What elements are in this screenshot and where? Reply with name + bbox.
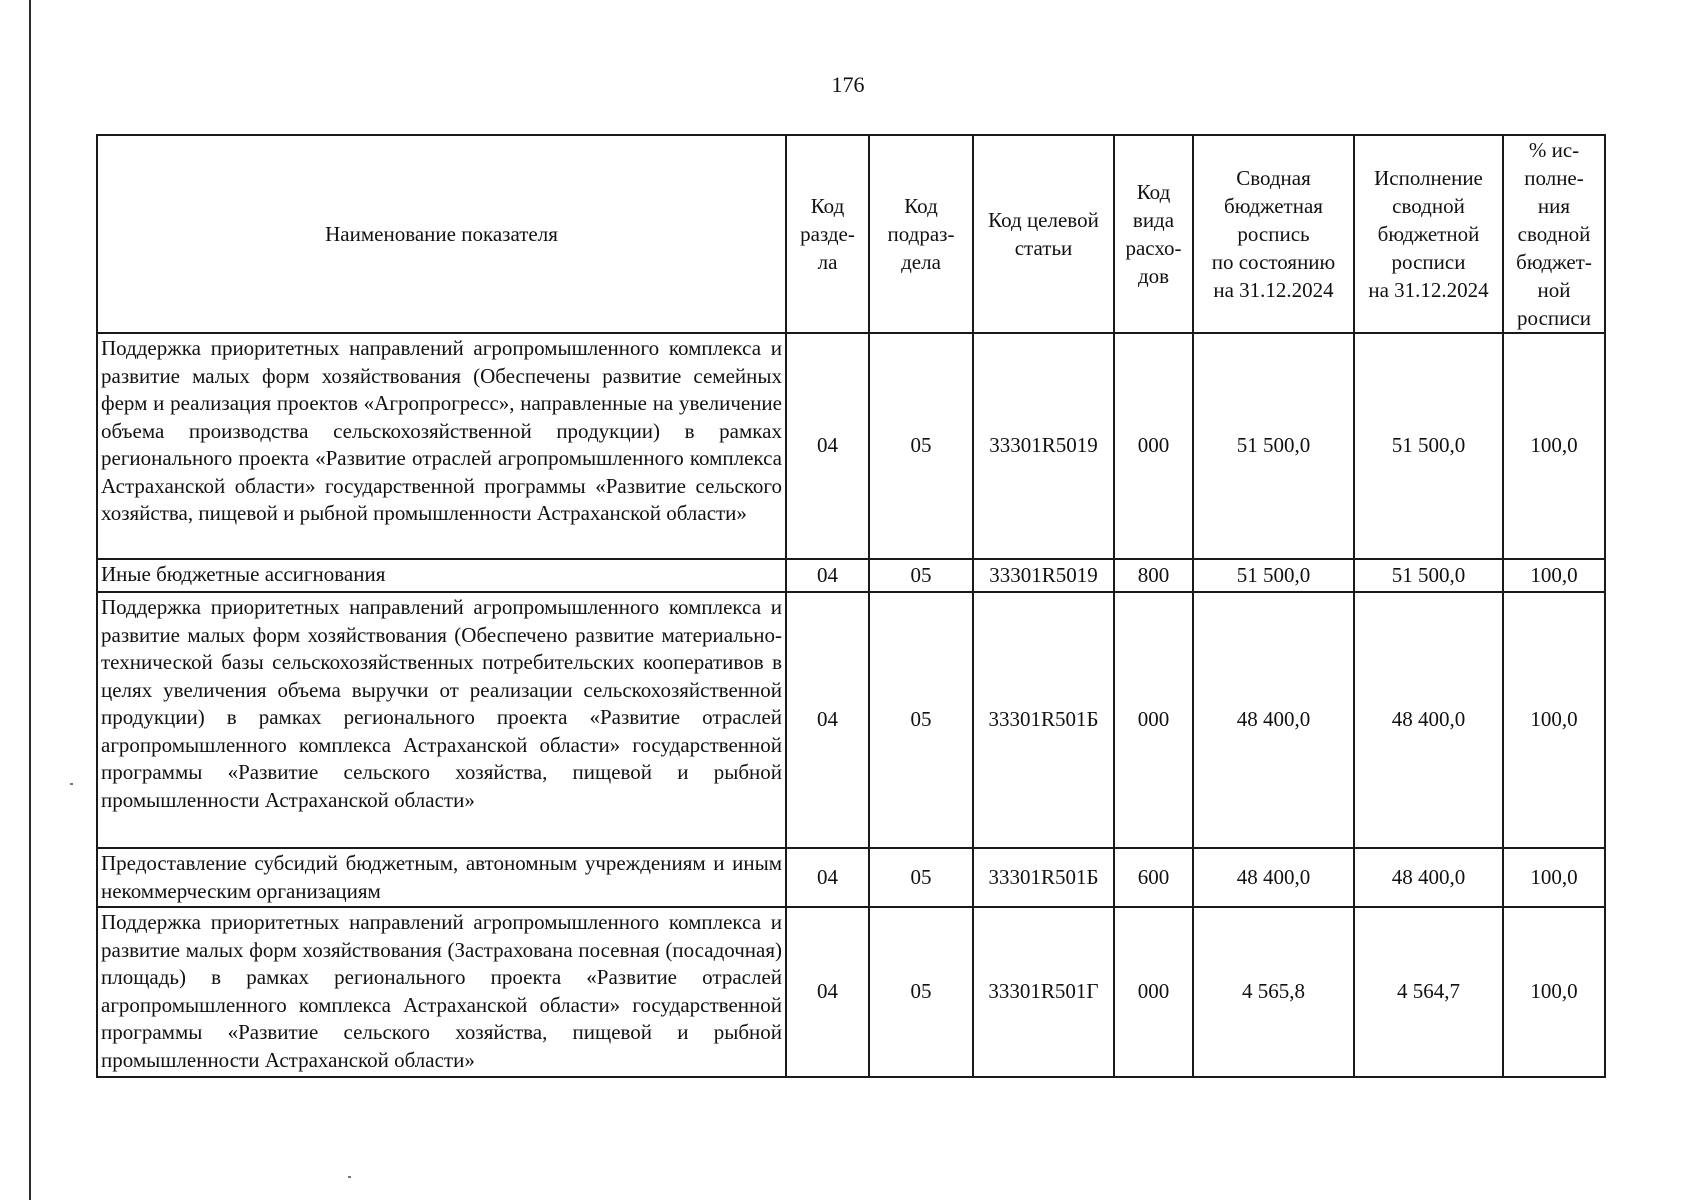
table-row: [97, 333, 1605, 559]
indicator-name: Предоставление субсидий бюджетным, автономным учреждениям и иным некоммерческим организациям: [97, 848, 786, 907]
header-execution-percent: % ис- полне- ния сводной бюджет- ной росписи: [1503, 135, 1605, 333]
expense-type-code: 000: [1114, 333, 1193, 559]
header-budget-plan: Сводная бюджетная роспись по состоянию на 31.12.2024: [1193, 135, 1354, 333]
budget-plan-value: 48 400,0: [1193, 592, 1354, 848]
table-row: [97, 559, 1605, 592]
table-row: [97, 592, 1605, 848]
budget-execution-value: 48 400,0: [1354, 592, 1503, 848]
table-body: [97, 333, 1605, 1077]
section-code: 04: [786, 907, 869, 1077]
execution-percent-value: 100,0: [1503, 559, 1605, 592]
target-article-code: 33301R501Г: [973, 907, 1114, 1077]
budget-execution-value: 51 500,0: [1354, 559, 1503, 592]
budget-execution-value: 51 500,0: [1354, 333, 1503, 559]
section-code: 04: [786, 592, 869, 848]
execution-percent-value: 100,0: [1503, 907, 1605, 1077]
subsection-code: 05: [869, 333, 973, 559]
indicator-name: Иные бюджетные ассигнования: [97, 559, 786, 592]
expense-type-code: 000: [1114, 907, 1193, 1077]
expense-type-code: 000: [1114, 592, 1193, 848]
header-indicator-name: Наименование показателя: [97, 135, 786, 333]
subsection-code: 05: [869, 559, 973, 592]
execution-percent-value: 100,0: [1503, 333, 1605, 559]
table-row: [97, 848, 1605, 907]
section-code: 04: [786, 333, 869, 559]
expense-type-code: 800: [1114, 559, 1193, 592]
execution-percent-value: 100,0: [1503, 848, 1605, 907]
scan-speck: [70, 783, 73, 785]
target-article-code: 33301R501Б: [973, 592, 1114, 848]
indicator-name: Поддержка приоритетных направлений агропромышленного комплекса и развитие малых форм хозяйствования (Обеспечено развитие материально-технической базы сельскохозяйственных потребительских кооперативов в целях увеличения объема выручки от реализации сельскохозяйственной продукции) в рамках регионального проекта «Развитие отраслей агропромышленного комплекса Астраханской области» государственной программы «Развитие сельского хозяйства, пищевой и рыбной промышленности Астраханской области»: [97, 592, 786, 848]
budget-plan-value: 51 500,0: [1193, 559, 1354, 592]
table-header: [97, 135, 1605, 333]
indicator-name: Поддержка приоритетных направлений агропромышленного комплекса и развитие малых форм хозяйствования (Обеспечены развитие семейных ферм и реализация проектов «Агропрогресс», направленные на увеличение объема производства сельскохозяйственной продукции) в рамках регионального проекта «Развитие отраслей агропромышленного комплекса Астраханской области» государственной программы «Развитие сельского хозяйства, пищевой и рыбной промышленности Астраханской области»: [97, 333, 786, 559]
subsection-code: 05: [869, 907, 973, 1077]
target-article-code: 33301R5019: [973, 559, 1114, 592]
budget-execution-table: [96, 134, 1606, 1078]
header-expense-type-code: Код вида расхо- дов: [1114, 135, 1193, 333]
budget-plan-value: 48 400,0: [1193, 848, 1354, 907]
target-article-code: 33301R5019: [973, 333, 1114, 559]
budget-execution-value: 48 400,0: [1354, 848, 1503, 907]
section-code: 04: [786, 559, 869, 592]
subsection-code: 05: [869, 848, 973, 907]
budget-execution-value: 4 564,7: [1354, 907, 1503, 1077]
page-binding-edge: [29, 0, 31, 1200]
table-row: [97, 907, 1605, 1077]
expense-type-code: 600: [1114, 848, 1193, 907]
subsection-code: 05: [869, 592, 973, 848]
header-row: [97, 135, 1605, 333]
execution-percent-value: 100,0: [1503, 592, 1605, 848]
scan-speck: [348, 1176, 351, 1178]
budget-plan-value: 51 500,0: [1193, 333, 1354, 559]
header-target-article-code: Код целевой статьи: [973, 135, 1114, 333]
page-number: 176: [831, 72, 865, 97]
header-budget-execution: Исполнение сводной бюджетной росписи на 31.12.2024: [1354, 135, 1503, 333]
budget-plan-value: 4 565,8: [1193, 907, 1354, 1077]
target-article-code: 33301R501Б: [973, 848, 1114, 907]
header-subsection-code: Код подраз- дела: [869, 135, 973, 333]
indicator-name: Поддержка приоритетных направлений агропромышленного комплекса и развитие малых форм хозяйствования (Застрахована посевная (посадочная) площадь) в рамках регионального проекта «Развитие отраслей агропромышленного комплекса Астраханской области» государственной программы «Развитие сельского хозяйства, пищевой и рыбной промышленности Астраханской области»: [97, 907, 786, 1077]
header-section-code: Код разде- ла: [786, 135, 869, 333]
section-code: 04: [786, 848, 869, 907]
